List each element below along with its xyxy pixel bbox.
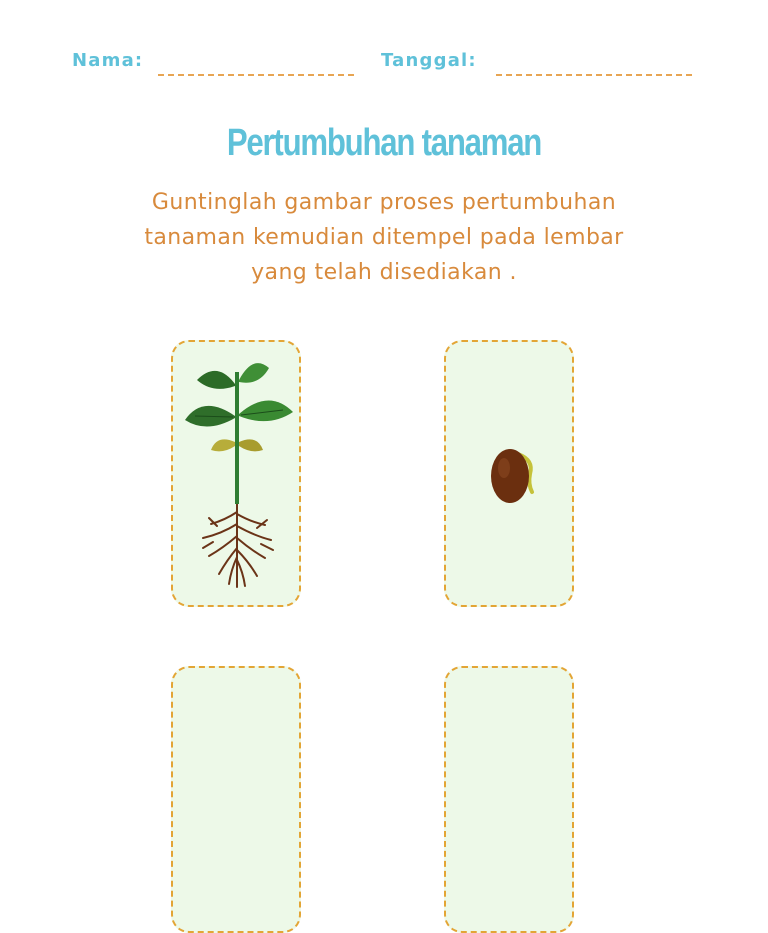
header-fields: [0, 50, 768, 80]
instruction-line: Guntinglah gambar proses pertumbuhan: [151, 190, 617, 215]
instruction-line: tanaman kemudian ditempel pada lembar: [144, 225, 624, 250]
date-label: Tanggal:: [381, 50, 477, 71]
date-input-line[interactable]: [496, 74, 692, 76]
seedling-icon: [173, 342, 301, 607]
instruction-line: yang telah disediakan .: [251, 260, 517, 285]
name-label: Nama:: [72, 50, 144, 71]
growth-stage-card[interactable]: [171, 666, 301, 933]
name-input-line[interactable]: [158, 74, 354, 76]
instruction-text: [84, 185, 684, 290]
growth-stage-card[interactable]: [171, 340, 301, 607]
bean-seed-icon: [446, 342, 574, 607]
growth-stage-card[interactable]: [444, 666, 574, 933]
page-title: Pertumbuhan tanaman: [226, 122, 542, 164]
growth-stage-card[interactable]: [444, 340, 574, 607]
